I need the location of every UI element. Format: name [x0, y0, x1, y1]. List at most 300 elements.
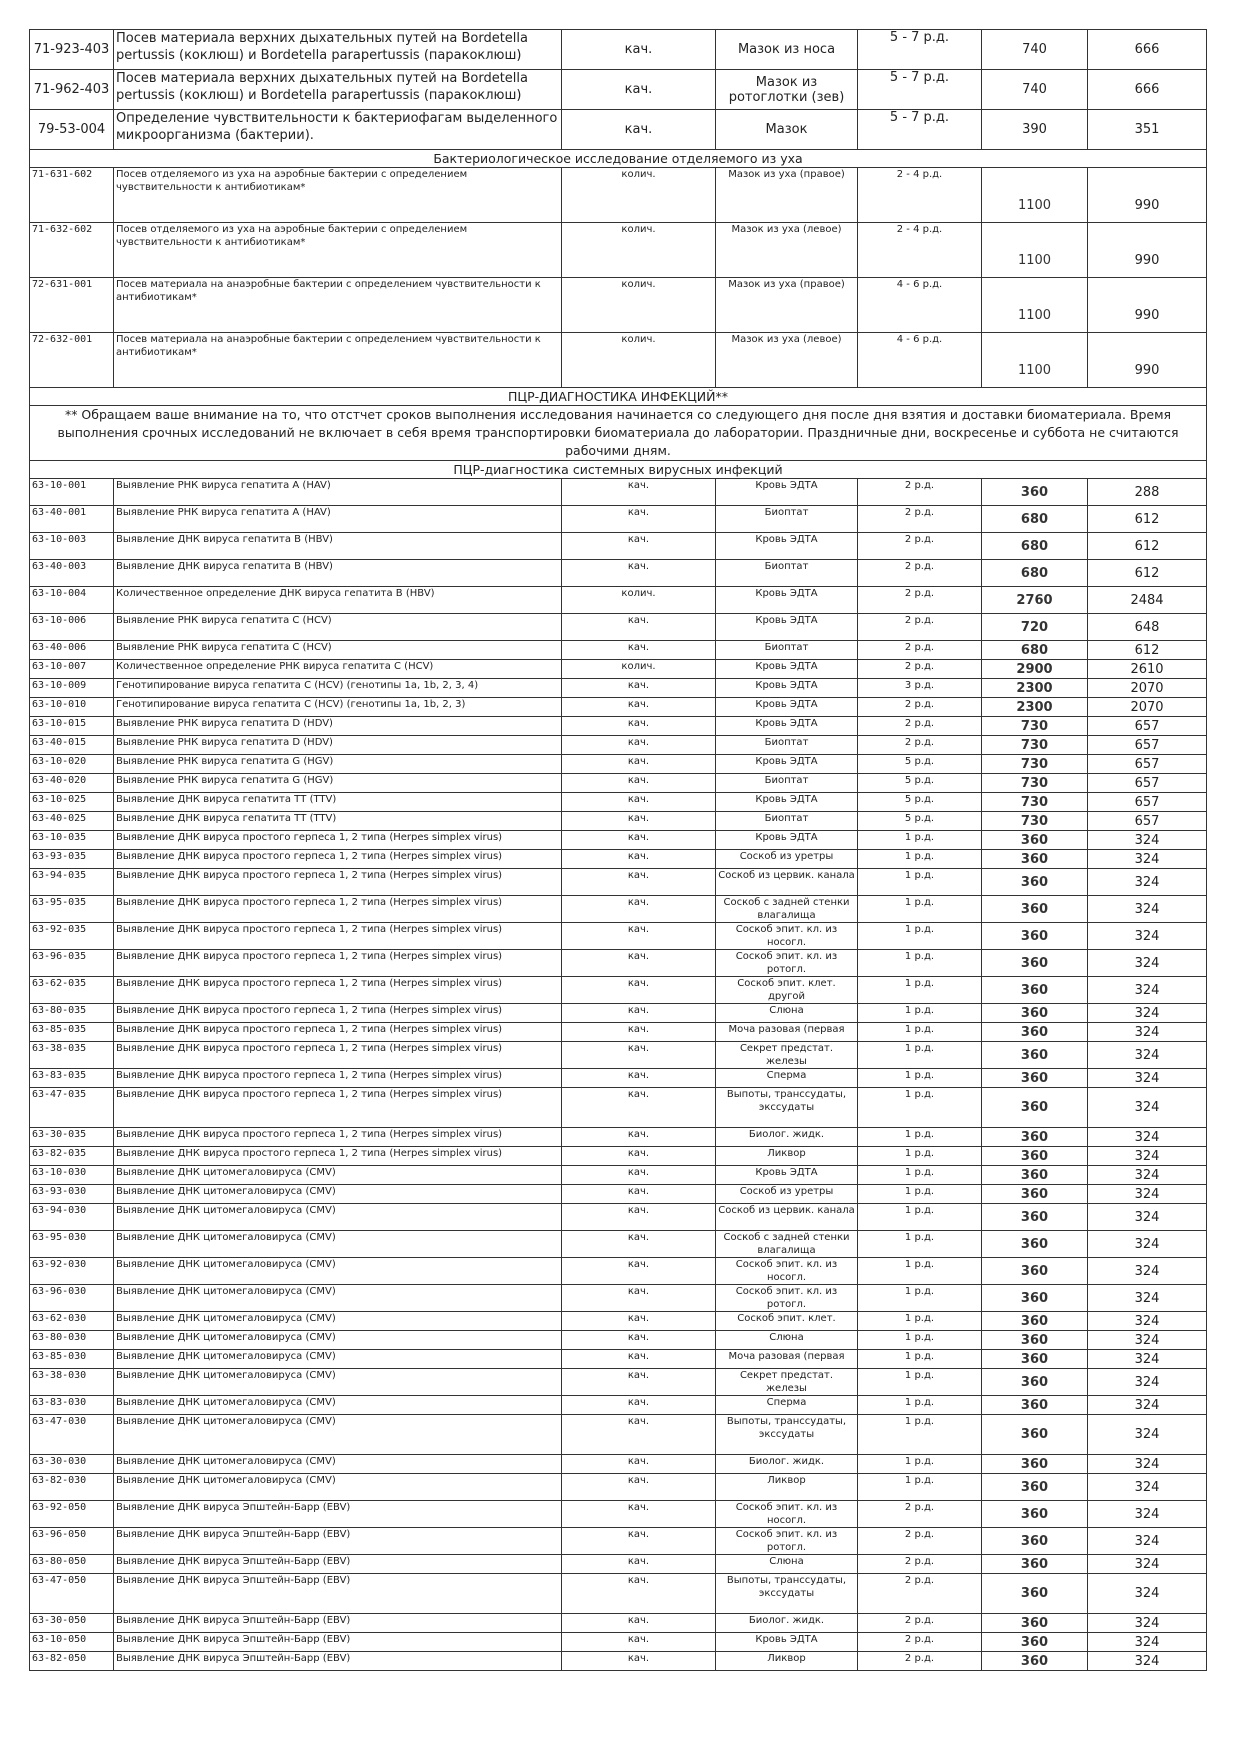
test-type-cell: кач. — [562, 1023, 716, 1042]
test-type-cell: кач. — [562, 717, 716, 736]
test-code-cell: 79-53-004 — [30, 110, 114, 150]
table-row — [30, 1258, 1207, 1285]
table-row — [30, 533, 1207, 560]
test-type-cell: кач. — [562, 1415, 716, 1455]
price-cell: 730 — [982, 793, 1088, 812]
discount-price-cell: 657 — [1088, 755, 1207, 774]
table-row — [30, 869, 1207, 896]
price-cell: 360 — [982, 1369, 1088, 1396]
turnaround-cell: 1 р.д. — [858, 1204, 982, 1231]
biomaterial-cell: Биоптат — [716, 560, 858, 587]
price-cell: 360 — [982, 950, 1088, 977]
test-code-cell: 63-40-015 — [30, 736, 114, 755]
price-cell: 730 — [982, 717, 1088, 736]
turnaround-cell: 1 р.д. — [858, 1415, 982, 1455]
discount-price-cell: 324 — [1088, 1185, 1207, 1204]
turnaround-cell: 1 р.д. — [858, 1147, 982, 1166]
biomaterial-cell: Ликвор — [716, 1147, 858, 1166]
discount-price-cell: 324 — [1088, 1069, 1207, 1088]
turnaround-cell: 1 р.д. — [858, 950, 982, 977]
turnaround-cell: 5 р.д. — [858, 755, 982, 774]
test-code-cell: 63-30-030 — [30, 1455, 114, 1474]
discount-price-cell: 324 — [1088, 1285, 1207, 1312]
biomaterial-cell: Соскоб эпит. клет. другой — [716, 977, 858, 1004]
test-name-cell: Выявление ДНК цитомегаловируса (CMV) — [114, 1312, 562, 1331]
price-cell: 390 — [982, 110, 1088, 150]
test-type-cell: кач. — [562, 1501, 716, 1528]
test-name-cell: Выявление ДНК цитомегаловируса (CMV) — [114, 1350, 562, 1369]
test-name-cell: Выявление ДНК вируса Эпштейн-Барр (EBV) — [114, 1501, 562, 1528]
biomaterial-cell: Кровь ЭДТА — [716, 755, 858, 774]
price-cell: 730 — [982, 755, 1088, 774]
biomaterial-cell: Кровь ЭДТА — [716, 698, 858, 717]
table-row — [30, 70, 1207, 110]
test-name-cell: Выявление ДНК вируса гепатита ТТ (TTV) — [114, 793, 562, 812]
ear-section-header — [30, 150, 1207, 168]
table-row — [30, 641, 1207, 660]
test-type-cell: колич. — [562, 333, 716, 388]
test-name-cell: Выявление ДНК вируса простого герпеса 1, 2 типа (Herpes simplex virus) — [114, 831, 562, 850]
biomaterial-cell: Кровь ЭДТА — [716, 679, 858, 698]
price-cell: 360 — [982, 1331, 1088, 1350]
turnaround-cell: 1 р.д. — [858, 1285, 982, 1312]
turnaround-cell: 2 р.д. — [858, 560, 982, 587]
price-cell: 360 — [982, 896, 1088, 923]
test-type-cell: кач. — [562, 1331, 716, 1350]
test-type-cell: кач. — [562, 1555, 716, 1574]
biomaterial-cell: Биоптат — [716, 641, 858, 660]
biomaterial-cell: Слюна — [716, 1004, 858, 1023]
test-name-cell: Выявление РНК вируса гепатита D (HDV) — [114, 717, 562, 736]
table-row — [30, 30, 1207, 70]
table-row — [30, 1128, 1207, 1147]
table-row — [30, 1042, 1207, 1069]
table-row — [30, 1285, 1207, 1312]
test-type-cell: кач. — [562, 774, 716, 793]
test-type-cell: колич. — [562, 587, 716, 614]
test-name-cell: Выявление РНК вируса гепатита А (HAV) — [114, 479, 562, 506]
test-code-cell: 63-10-050 — [30, 1633, 114, 1652]
test-name-cell: Выявление РНК вируса гепатита G (HGV) — [114, 755, 562, 774]
test-name-cell: Выявление ДНК вируса простого герпеса 1, 2 типа (Herpes simplex virus) — [114, 896, 562, 923]
test-name-cell: Посев материала на анаэробные бактерии с определением чувствительности к антибиотикам* — [114, 278, 562, 333]
table-row — [30, 1088, 1207, 1128]
table-row — [30, 660, 1207, 679]
price-cell: 2300 — [982, 698, 1088, 717]
price-cell: 360 — [982, 831, 1088, 850]
table-row — [30, 1555, 1207, 1574]
test-name-cell: Выявление ДНК вируса простого герпеса 1, 2 типа (Herpes simplex virus) — [114, 869, 562, 896]
table-row — [30, 479, 1207, 506]
table-row — [30, 698, 1207, 717]
price-cell: 680 — [982, 560, 1088, 587]
test-code-cell: 63-47-050 — [30, 1574, 114, 1614]
table-row — [30, 1331, 1207, 1350]
price-cell: 360 — [982, 1474, 1088, 1501]
discount-price-cell: 324 — [1088, 950, 1207, 977]
pcr-section-title: ПЦР-ДИАГНОСТИКА ИНФЕКЦИЙ** — [30, 388, 1207, 406]
price-cell: 360 — [982, 1204, 1088, 1231]
test-type-cell: кач. — [562, 1166, 716, 1185]
test-code-cell: 63-85-035 — [30, 1023, 114, 1042]
test-code-cell: 63-83-035 — [30, 1069, 114, 1088]
discount-price-cell: 324 — [1088, 869, 1207, 896]
discount-price-cell: 990 — [1088, 278, 1207, 333]
discount-price-cell: 324 — [1088, 1231, 1207, 1258]
test-type-cell: кач. — [562, 1369, 716, 1396]
biomaterial-cell: Кровь ЭДТА — [716, 587, 858, 614]
test-code-cell: 63-10-006 — [30, 614, 114, 641]
biomaterial-cell: Биоптат — [716, 736, 858, 755]
test-code-cell: 63-10-025 — [30, 793, 114, 812]
biomaterial-cell: Соскоб из уретры — [716, 850, 858, 869]
turnaround-cell: 2 - 4 р.д. — [858, 168, 982, 223]
table-row — [30, 793, 1207, 812]
price-cell: 730 — [982, 774, 1088, 793]
biomaterial-cell: Соскоб эпит. кл. из ротогл. — [716, 950, 858, 977]
turnaround-cell: 1 р.д. — [858, 1369, 982, 1396]
price-cell: 360 — [982, 1069, 1088, 1088]
test-name-cell: Выявление ДНК цитомегаловируса (CMV) — [114, 1285, 562, 1312]
discount-price-cell: 324 — [1088, 1166, 1207, 1185]
price-cell: 360 — [982, 1614, 1088, 1633]
price-cell: 360 — [982, 1415, 1088, 1455]
test-type-cell: кач. — [562, 1128, 716, 1147]
test-type-cell: кач. — [562, 923, 716, 950]
price-cell: 360 — [982, 1185, 1088, 1204]
table-row — [30, 506, 1207, 533]
test-name-cell: Выявление ДНК цитомегаловируса (CMV) — [114, 1185, 562, 1204]
table-row — [30, 755, 1207, 774]
discount-price-cell: 612 — [1088, 560, 1207, 587]
discount-price-cell: 657 — [1088, 774, 1207, 793]
price-cell: 360 — [982, 479, 1088, 506]
table-row — [30, 736, 1207, 755]
test-type-cell: кач. — [562, 869, 716, 896]
test-type-cell: кач. — [562, 1312, 716, 1331]
test-code-cell: 63-96-050 — [30, 1528, 114, 1555]
turnaround-cell: 2 р.д. — [858, 736, 982, 755]
test-type-cell: кач. — [562, 950, 716, 977]
price-cell: 740 — [982, 70, 1088, 110]
table-row — [30, 1633, 1207, 1652]
test-type-cell: кач. — [562, 1396, 716, 1415]
test-name-cell: Выявление РНК вируса гепатита С (HCV) — [114, 641, 562, 660]
discount-price-cell: 324 — [1088, 1350, 1207, 1369]
turnaround-cell: 1 р.д. — [858, 1088, 982, 1128]
table-row — [30, 950, 1207, 977]
biomaterial-cell: Биоптат — [716, 774, 858, 793]
biomaterial-cell: Соскоб эпит. клет. — [716, 1312, 858, 1331]
discount-price-cell: 324 — [1088, 1312, 1207, 1331]
table-row — [30, 1166, 1207, 1185]
table-row — [30, 587, 1207, 614]
biomaterial-cell: Выпоты, транссудаты, экссудаты — [716, 1088, 858, 1128]
table-row — [30, 1023, 1207, 1042]
discount-price-cell: 324 — [1088, 896, 1207, 923]
test-name-cell: Выявление ДНК вируса простого герпеса 1, 2 типа (Herpes simplex virus) — [114, 950, 562, 977]
test-type-cell: кач. — [562, 1614, 716, 1633]
test-code-cell: 63-96-030 — [30, 1285, 114, 1312]
test-code-cell: 63-40-020 — [30, 774, 114, 793]
test-name-cell: Выявление ДНК цитомегаловируса (CMV) — [114, 1474, 562, 1501]
test-type-cell: кач. — [562, 1474, 716, 1501]
biomaterial-cell: Биолог. жидк. — [716, 1455, 858, 1474]
test-code-cell: 63-62-030 — [30, 1312, 114, 1331]
test-name-cell: Выявление ДНК вируса гепатита В (HBV) — [114, 560, 562, 587]
discount-price-cell: 324 — [1088, 1415, 1207, 1455]
test-name-cell: Генотипирование вируса гепатита С (HCV) (генотипы 1a, 1b, 2, 3) — [114, 698, 562, 717]
test-code-cell: 72-631-001 — [30, 278, 114, 333]
test-name-cell: Посев материала верхних дыхательных путей на Bordetella pertussis (коклюш) и Bordetella parapertussis (паракоклюш) — [114, 70, 562, 110]
table-row — [30, 1528, 1207, 1555]
test-name-cell: Выявление ДНК цитомегаловируса (CMV) — [114, 1258, 562, 1285]
price-cell: 360 — [982, 1042, 1088, 1069]
price-cell: 2300 — [982, 679, 1088, 698]
test-type-cell: кач. — [562, 736, 716, 755]
test-code-cell: 63-10-009 — [30, 679, 114, 698]
table-row — [30, 168, 1207, 223]
table-row — [30, 1474, 1207, 1501]
biomaterial-cell: Ликвор — [716, 1474, 858, 1501]
discount-price-cell: 324 — [1088, 1088, 1207, 1128]
test-type-cell: колич. — [562, 278, 716, 333]
table-row — [30, 1231, 1207, 1258]
turnaround-cell: 1 р.д. — [858, 923, 982, 950]
turnaround-cell: 1 р.д. — [858, 1331, 982, 1350]
price-cell: 360 — [982, 1574, 1088, 1614]
biomaterial-cell: Секрет предстат. железы — [716, 1369, 858, 1396]
turnaround-cell: 1 р.д. — [858, 1231, 982, 1258]
test-code-cell: 63-30-050 — [30, 1614, 114, 1633]
turnaround-cell: 2 р.д. — [858, 1555, 982, 1574]
test-code-cell: 63-92-030 — [30, 1258, 114, 1285]
test-type-cell: кач. — [562, 479, 716, 506]
table-row — [30, 1415, 1207, 1455]
test-type-cell: кач. — [562, 1574, 716, 1614]
test-name-cell: Выявление ДНК вируса простого герпеса 1, 2 типа (Herpes simplex virus) — [114, 977, 562, 1004]
biomaterial-cell: Кровь ЭДТА — [716, 793, 858, 812]
discount-price-cell: 990 — [1088, 333, 1207, 388]
turnaround-cell: 1 р.д. — [858, 831, 982, 850]
test-name-cell: Выявление ДНК вируса гепатита В (HBV) — [114, 533, 562, 560]
test-type-cell: кач. — [562, 1455, 716, 1474]
discount-price-cell: 324 — [1088, 850, 1207, 869]
discount-price-cell: 612 — [1088, 533, 1207, 560]
biomaterial-cell: Соскоб из цервик. канала — [716, 869, 858, 896]
biomaterial-cell: Биолог. жидк. — [716, 1128, 858, 1147]
test-name-cell: Выявление ДНК вируса простого герпеса 1, 2 типа (Herpes simplex virus) — [114, 850, 562, 869]
test-name-cell: Выявление РНК вируса гепатита D (HDV) — [114, 736, 562, 755]
test-code-cell: 63-94-035 — [30, 869, 114, 896]
test-type-cell: кач. — [562, 1528, 716, 1555]
test-type-cell: кач. — [562, 1231, 716, 1258]
turnaround-cell: 1 р.д. — [858, 1312, 982, 1331]
test-code-cell: 63-62-035 — [30, 977, 114, 1004]
table-row — [30, 812, 1207, 831]
test-code-cell: 63-80-035 — [30, 1004, 114, 1023]
discount-price-cell: 324 — [1088, 1396, 1207, 1415]
price-cell: 360 — [982, 923, 1088, 950]
test-code-cell: 63-38-030 — [30, 1369, 114, 1396]
test-name-cell: Выявление ДНК цитомегаловируса (CMV) — [114, 1204, 562, 1231]
table-row — [30, 1350, 1207, 1369]
test-name-cell: Генотипирование вируса гепатита С (HCV) (генотипы 1a, 1b, 2, 3, 4) — [114, 679, 562, 698]
biomaterial-cell: Выпоты, транссудаты, экссудаты — [716, 1574, 858, 1614]
ear-section — [30, 168, 1207, 388]
table-row — [30, 850, 1207, 869]
turnaround-cell: 2 р.д. — [858, 1614, 982, 1633]
discount-price-cell: 657 — [1088, 736, 1207, 755]
turnaround-cell: 5 р.д. — [858, 812, 982, 831]
biomaterial-cell: Мазок из носа — [716, 30, 858, 70]
price-cell: 740 — [982, 30, 1088, 70]
test-type-cell: кач. — [562, 1088, 716, 1128]
biomaterial-cell: Мазок из ротоглотки (зев) — [716, 70, 858, 110]
test-name-cell: Выявление ДНК цитомегаловируса (CMV) — [114, 1331, 562, 1350]
table-row — [30, 1185, 1207, 1204]
test-name-cell: Выявление ДНК вируса Эпштейн-Барр (EBV) — [114, 1652, 562, 1671]
biomaterial-cell: Кровь ЭДТА — [716, 614, 858, 641]
biomaterial-cell: Кровь ЭДТА — [716, 479, 858, 506]
test-name-cell: Выявление ДНК вируса простого герпеса 1, 2 типа (Herpes simplex virus) — [114, 1042, 562, 1069]
test-code-cell: 63-47-035 — [30, 1088, 114, 1128]
biomaterial-cell: Сперма — [716, 1069, 858, 1088]
test-code-cell: 63-92-035 — [30, 923, 114, 950]
discount-price-cell: 324 — [1088, 831, 1207, 850]
test-code-cell: 71-631-602 — [30, 168, 114, 223]
price-cell: 360 — [982, 1147, 1088, 1166]
table-row — [30, 831, 1207, 850]
turnaround-cell: 1 р.д. — [858, 1042, 982, 1069]
turnaround-cell: 1 р.д. — [858, 1166, 982, 1185]
biomaterial-cell: Мазок из уха (левое) — [716, 223, 858, 278]
test-name-cell: Выявление РНК вируса гепатита G (HGV) — [114, 774, 562, 793]
turnaround-cell: 2 р.д. — [858, 1633, 982, 1652]
price-cell: 360 — [982, 1350, 1088, 1369]
test-type-cell: кач. — [562, 1147, 716, 1166]
discount-price-cell: 324 — [1088, 977, 1207, 1004]
test-type-cell: кач. — [562, 1004, 716, 1023]
test-type-cell: кач. — [562, 533, 716, 560]
biomaterial-cell: Выпоты, транссудаты, экссудаты — [716, 1415, 858, 1455]
test-name-cell: Выявление ДНК вируса Эпштейн-Барр (EBV) — [114, 1555, 562, 1574]
price-cell: 360 — [982, 1166, 1088, 1185]
discount-price-cell: 324 — [1088, 1204, 1207, 1231]
price-cell: 680 — [982, 533, 1088, 560]
test-code-cell: 63-30-035 — [30, 1128, 114, 1147]
test-name-cell: Выявление ДНК вируса простого герпеса 1, 2 типа (Herpes simplex virus) — [114, 1088, 562, 1128]
price-cell: 1100 — [982, 278, 1088, 333]
test-code-cell: 63-40-001 — [30, 506, 114, 533]
test-code-cell: 72-632-001 — [30, 333, 114, 388]
biomaterial-cell: Соскоб эпит. кл. из носогл. — [716, 1258, 858, 1285]
test-name-cell: Выявление ДНК цитомегаловируса (CMV) — [114, 1166, 562, 1185]
turnaround-cell: 4 - 6 р.д. — [858, 278, 982, 333]
price-cell: 1100 — [982, 168, 1088, 223]
turnaround-cell: 2 р.д. — [858, 641, 982, 660]
turnaround-cell: 1 р.д. — [858, 1455, 982, 1474]
test-code-cell: 63-40-006 — [30, 641, 114, 660]
table-row — [30, 1652, 1207, 1671]
table-row — [30, 774, 1207, 793]
price-cell: 720 — [982, 614, 1088, 641]
discount-price-cell: 324 — [1088, 1574, 1207, 1614]
discount-price-cell: 648 — [1088, 614, 1207, 641]
biomaterial-cell: Моча разовая (первая — [716, 1023, 858, 1042]
test-name-cell: Количественное определение ДНК вируса гепатита В (HBV) — [114, 587, 562, 614]
test-name-cell: Выявление ДНК вируса простого герпеса 1, 2 типа (Herpes simplex virus) — [114, 1023, 562, 1042]
biomaterial-cell: Соскоб эпит. кл. из ротогл. — [716, 1528, 858, 1555]
test-code-cell: 63-10-004 — [30, 587, 114, 614]
test-code-cell: 63-95-030 — [30, 1231, 114, 1258]
test-type-cell: кач. — [562, 1069, 716, 1088]
discount-price-cell: 2610 — [1088, 660, 1207, 679]
turnaround-cell: 1 р.д. — [858, 1004, 982, 1023]
ear-section-title: Бактериологическое исследование отделяемого из уха — [30, 150, 1207, 168]
table-row — [30, 1574, 1207, 1614]
price-cell: 360 — [982, 869, 1088, 896]
biomaterial-cell: Биоптат — [716, 812, 858, 831]
test-code-cell: 63-80-030 — [30, 1331, 114, 1350]
test-name-cell: Выявление ДНК вируса простого герпеса 1, 2 типа (Herpes simplex virus) — [114, 1069, 562, 1088]
discount-price-cell: 324 — [1088, 1042, 1207, 1069]
table-row — [30, 717, 1207, 736]
discount-price-cell: 657 — [1088, 793, 1207, 812]
test-name-cell: Выявление ДНК вируса простого герпеса 1, 2 типа (Herpes simplex virus) — [114, 1128, 562, 1147]
price-cell: 360 — [982, 1258, 1088, 1285]
biomaterial-cell: Кровь ЭДТА — [716, 660, 858, 679]
biomaterial-cell: Кровь ЭДТА — [716, 1633, 858, 1652]
price-cell: 360 — [982, 1528, 1088, 1555]
discount-price-cell: 666 — [1088, 30, 1207, 70]
table-row — [30, 1614, 1207, 1633]
test-code-cell: 71-632-602 — [30, 223, 114, 278]
turnaround-cell: 1 р.д. — [858, 869, 982, 896]
test-code-cell: 63-93-035 — [30, 850, 114, 869]
test-type-cell: колич. — [562, 223, 716, 278]
table-row — [30, 1204, 1207, 1231]
price-cell: 360 — [982, 1312, 1088, 1331]
test-name-cell: Выявление ДНК вируса Эпштейн-Барр (EBV) — [114, 1528, 562, 1555]
turnaround-cell: 2 р.д. — [858, 1574, 982, 1614]
turnaround-cell: 1 р.д. — [858, 1185, 982, 1204]
pcr-subsection-title: ПЦР-диагностика системных вирусных инфекций — [30, 461, 1207, 479]
test-type-cell: кач. — [562, 793, 716, 812]
test-type-cell: кач. — [562, 1042, 716, 1069]
turnaround-cell: 2 р.д. — [858, 614, 982, 641]
test-name-cell: Количественное определение РНК вируса гепатита С (HCV) — [114, 660, 562, 679]
test-code-cell: 63-95-035 — [30, 896, 114, 923]
turnaround-cell: 2 р.д. — [858, 533, 982, 560]
test-code-cell: 63-47-030 — [30, 1415, 114, 1455]
discount-price-cell: 324 — [1088, 1528, 1207, 1555]
table-row — [30, 1004, 1207, 1023]
biomaterial-cell: Слюна — [716, 1331, 858, 1350]
test-type-cell: кач. — [562, 641, 716, 660]
turnaround-cell: 1 р.д. — [858, 1128, 982, 1147]
biomaterial-cell: Сперма — [716, 1396, 858, 1415]
price-cell: 730 — [982, 812, 1088, 831]
turnaround-cell: 2 р.д. — [858, 1652, 982, 1671]
turnaround-cell: 1 р.д. — [858, 896, 982, 923]
biomaterial-cell: Мазок из уха (левое) — [716, 333, 858, 388]
turnaround-cell: 2 р.д. — [858, 660, 982, 679]
test-type-cell: кач. — [562, 506, 716, 533]
turnaround-cell: 1 р.д. — [858, 1350, 982, 1369]
price-cell: 360 — [982, 1455, 1088, 1474]
pcr-section — [30, 479, 1207, 1671]
